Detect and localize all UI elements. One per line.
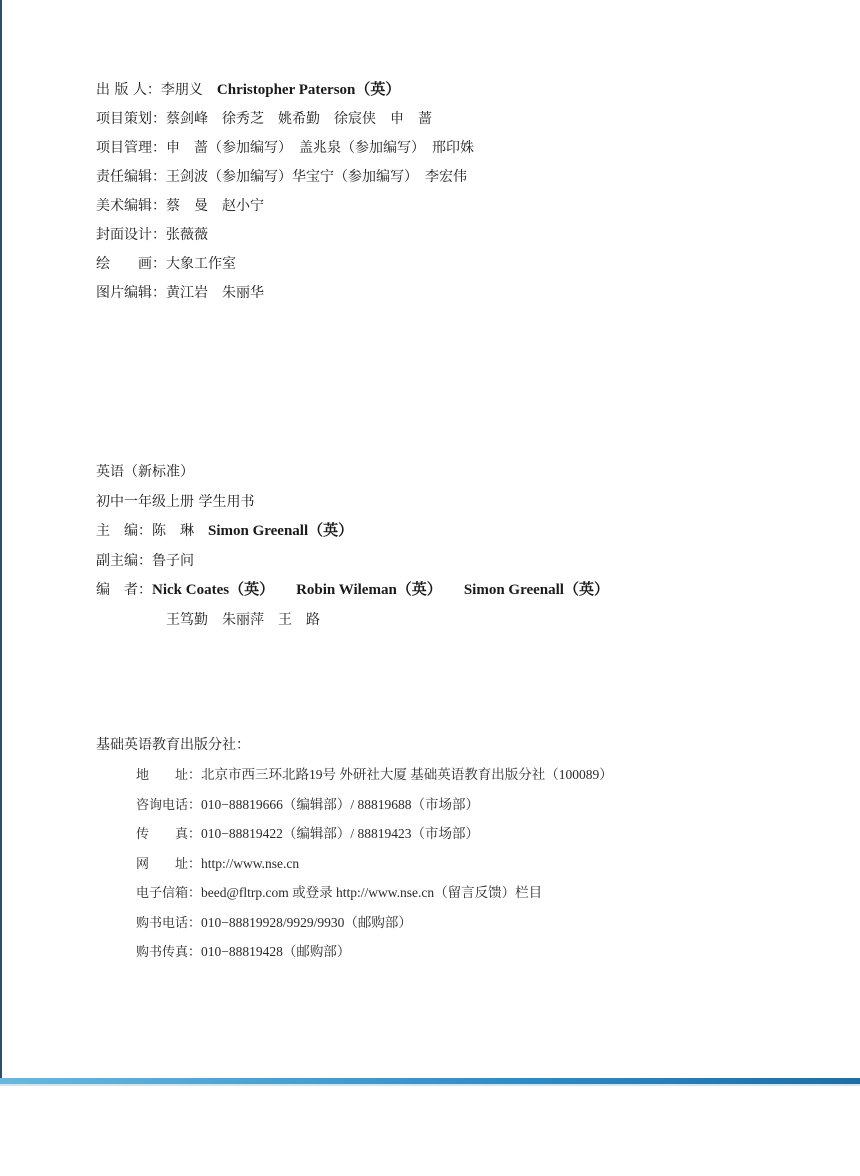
credit-label: 封面设计： [96,227,166,243]
publisher-label: 网 址： [136,856,202,872]
publisher-value: 010−88819928/9929/9930（邮购部） [201,914,412,930]
chief-editor-line [96,517,609,547]
authors-cn-line: 王笃勤 朱丽萍 王 路 [166,611,320,628]
credit-label: 美术编辑： [96,198,166,214]
publisher-value: 010−88819428（邮购部） [201,944,351,959]
page-bottom-shadow [0,1084,860,1086]
publisher-value: http://www.nse.cn [201,855,300,871]
credit-cover-design [96,221,474,250]
author-en-2: Robin Wileman（英） [296,582,442,598]
credit-value: 黄江岩 朱丽华 [166,285,264,301]
credit-label: 责任编辑： [96,169,166,185]
credit-value: 大象工作室 [166,256,236,272]
credit-value: 张薇薇 [166,227,208,243]
publisher-value: 北京市西三环北路19号 外研社大厦 基础英语教育出版分社（100089） [201,767,613,782]
chief-editor-en: Simon Greenall（英） [208,523,354,539]
chief-editor-cn: 陈 琳 [152,523,194,539]
publisher-value: 010−88819666（编辑部）/ 88819688（市场部） [201,796,480,812]
publisher-email [96,878,613,908]
deputy-editor-label: 副主编： [96,552,152,569]
book-title: 英语（新标准） [96,464,194,480]
authors-label: 编 者： [96,582,152,598]
publisher-label: 购书电话： [136,915,202,931]
publisher-order-fax [96,937,613,967]
publisher-label: 传 真： [136,827,202,842]
credit-label: 项目策划： [96,111,166,127]
chief-editor-label: 主 编： [96,523,152,539]
publisher-label: 购书传真： [136,945,202,960]
credit-value: 蔡剑峰 徐秀芝 姚希勤 徐宸侠 申 蔷 [166,111,432,127]
author-en-3: Simon Greenall（英） [463,582,609,598]
publisher-label: 咨询电话： [136,797,202,813]
deputy-editor-line [96,547,609,577]
publisher-fax [96,819,613,849]
credit-value: 蔡 曼 赵小宁 [166,198,264,214]
publisher-order-phone [96,908,613,938]
credit-responsible-editor [96,163,474,192]
credit-project-planning [96,105,474,134]
credit-illustration [96,250,474,279]
publisher-phone [96,790,613,820]
credit-project-management [96,134,474,163]
credit-label: 绘 画： [96,256,166,272]
credit-value: 申 蔷（参加编写） 盖兆泉（参加编写） 邢印姝 [166,140,474,156]
credit-publisher [96,76,474,105]
book-info [96,458,609,635]
credit-label: 图片编辑： [96,285,166,301]
publisher-address [96,760,613,790]
publisher-value: 010−88819422（编辑部）/ 88819423（市场部） [201,826,480,841]
credit-value: 王剑波（参加编写）华宝宁（参加编写） 李宏伟 [166,169,467,185]
credit-value: 李朋义 [160,82,203,98]
publisher-name: 基础英语教育出版分社： [96,737,250,753]
book-subtitle: 初中一年级上册 学生用书 [96,493,255,510]
author-en-1: Nick Coates（英） [152,582,275,598]
credit-label: 项目管理： [96,140,166,156]
credit-art-editor [96,192,474,221]
publisher-value: beed@fltrp.com 或登录 http://www.nse.cn（留言反馈）栏目 [201,885,543,900]
publisher-website [96,849,613,879]
authors-line [96,576,609,606]
publisher-info [96,730,613,967]
publisher-label: 电子信箱： [136,886,202,901]
credit-photo-editor [96,279,474,308]
staff-credits [96,76,474,308]
credit-value-en: Christopher Paterson（英） [216,82,401,98]
credit-label: 出 版 人： [96,82,161,98]
publisher-label: 地 址： [136,768,202,783]
deputy-editor: 鲁子问 [152,552,194,569]
